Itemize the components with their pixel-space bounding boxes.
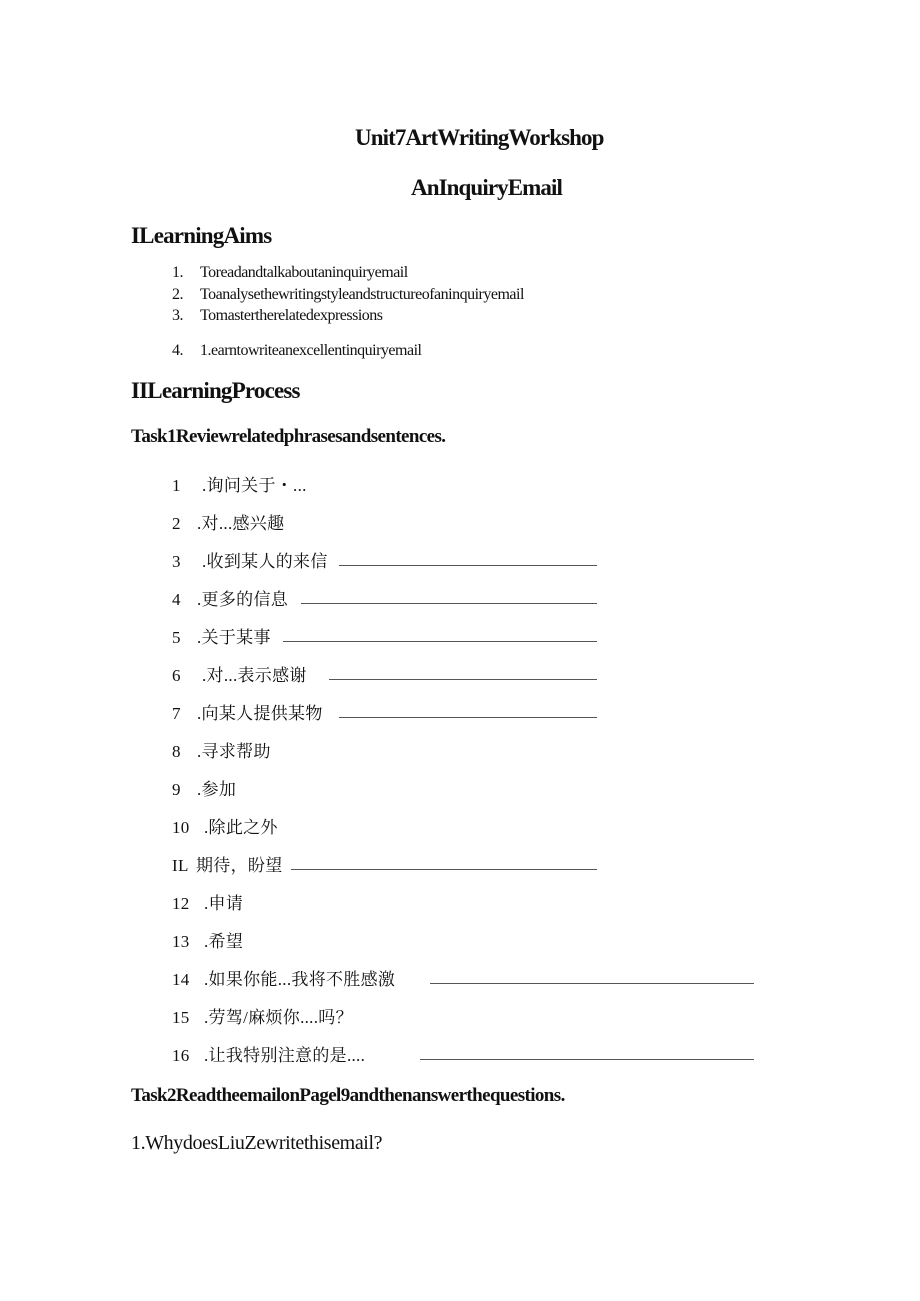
aim-item (172, 286, 524, 304)
phrase-text: .更多的信息 (197, 590, 289, 609)
phrase-item (172, 889, 243, 914)
phrase-text: .让我特别注意的是.... (204, 1046, 366, 1065)
phrase-number: 7 (172, 704, 181, 723)
phrase-text: 期待，盼望 (196, 856, 283, 875)
section-heading-learning-process: IILearningProcess (131, 378, 300, 403)
phrase-item (172, 471, 307, 496)
phrase-number: 14 (172, 970, 190, 989)
aim-item (172, 307, 383, 325)
phrase-item (172, 1041, 365, 1066)
doc-subtitle: AnInquiryEmail (411, 175, 563, 200)
aim-number: 1. (172, 264, 183, 281)
phrase-text: .参加 (197, 780, 237, 799)
aim-number: 4. (172, 342, 183, 359)
answer-blank-line[interactable] (291, 869, 597, 870)
aim-number: 2. (172, 286, 183, 303)
phrase-item (172, 965, 395, 990)
answer-blank-line[interactable] (283, 641, 597, 642)
phrase-number: 12 (172, 894, 190, 913)
phrase-text: .询问关于・... (202, 476, 307, 495)
phrase-number: 13 (172, 932, 190, 951)
phrase-item (172, 509, 284, 534)
aim-item (172, 342, 421, 360)
task2-heading: Task2ReadtheemailonPagel9andthenanswerthequestions. (131, 1085, 565, 1106)
phrase-text: .向某人提供某物 (197, 704, 323, 723)
aim-item (172, 264, 408, 282)
phrase-text: .关于某事 (197, 628, 271, 647)
phrase-text: .劳驾/麻烦你....吗？ (204, 1008, 353, 1027)
phrase-number: 15 (172, 1008, 190, 1027)
aim-text: 1.earntowriteanexcellentinquiryemail (200, 342, 422, 359)
phrase-text: .希望 (204, 932, 244, 951)
phrase-text: .对...表示感谢 (202, 666, 307, 685)
answer-blank-line[interactable] (430, 983, 754, 984)
phrase-item (172, 813, 278, 838)
phrase-number: IL (172, 856, 189, 875)
phrase-number: 2 (172, 514, 181, 533)
doc-title: Unit7ArtWritingWorkshop (355, 125, 604, 150)
phrase-item (172, 699, 323, 724)
phrase-number: 1 (172, 476, 181, 495)
phrase-text: .除此之外 (204, 818, 278, 837)
phrase-number: 6 (172, 666, 181, 685)
section-heading-learning-aims: ILearningAims (131, 223, 272, 248)
phrase-number: 4 (172, 590, 181, 609)
aim-text: Toanalysethewritingstyleandstructureofaninquiryemail (200, 286, 524, 303)
task1-heading: Task1Reviewrelatedphrasesandsentences. (131, 426, 446, 447)
phrase-text: .申请 (204, 894, 244, 913)
aim-text: Tomastertherelatedexpressions (200, 307, 383, 324)
aim-text: Toreadandtalkaboutaninquiryemail (200, 264, 408, 281)
phrase-number: 5 (172, 628, 181, 647)
phrase-text: .如果你能...我将不胜感激 (204, 970, 396, 989)
phrase-item (172, 585, 288, 610)
phrase-text: .收到某人的来信 (202, 552, 328, 571)
phrase-item (172, 851, 283, 876)
aim-number: 3. (172, 307, 183, 324)
phrase-number: 3 (172, 552, 181, 571)
answer-blank-line[interactable] (339, 565, 597, 566)
answer-blank-line[interactable] (339, 717, 597, 718)
answer-blank-line[interactable] (301, 603, 597, 604)
phrase-item (172, 927, 243, 952)
phrase-item (172, 623, 271, 648)
answer-blank-line[interactable] (420, 1059, 754, 1060)
phrase-item (172, 737, 271, 762)
task2-question-1: 1.WhydoesLiuZewritethisemail? (131, 1132, 383, 1154)
phrase-number: 10 (172, 818, 190, 837)
phrase-text: .对...感兴趣 (197, 514, 285, 533)
answer-blank-line[interactable] (329, 679, 597, 680)
phrase-item (172, 547, 328, 572)
phrase-item (172, 775, 236, 800)
phrase-number: 16 (172, 1046, 190, 1065)
phrase-text: .寻求帮助 (197, 742, 271, 761)
phrase-item (172, 661, 307, 686)
phrase-item (172, 1003, 353, 1028)
phrase-number: 9 (172, 780, 181, 799)
phrase-number: 8 (172, 742, 181, 761)
